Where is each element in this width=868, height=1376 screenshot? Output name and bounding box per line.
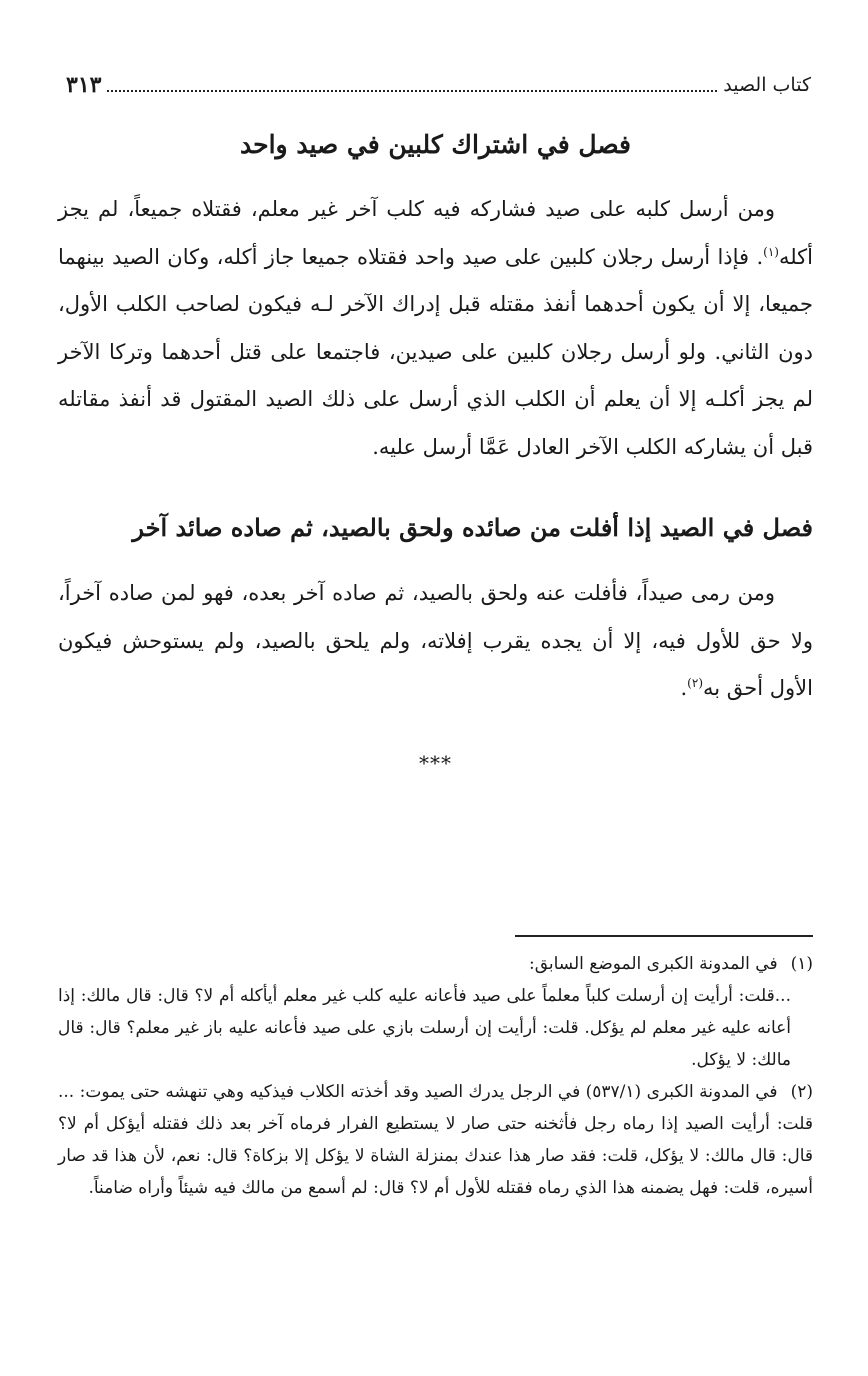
section-title: فصل في الصيد إذا أفلت من صائده ولحق بالصيد، ثم صاده صائد آخر — [132, 513, 813, 542]
footnote-heading-line — [58, 1076, 813, 1204]
section-paragraph — [58, 570, 813, 713]
footnote-text: في المدونة الكبرى (٥٣٧/١) في الرجل يدرك الصيد وقد أخذته الكلاب فيذكيه وهي تنهشه حتى يموت: ... قلت: أرأيت الصيد إذا رماه رجل فأثخنه حتى صار لا يستطيع الفرار فرماه آخر بعد ذلك فقتله أيؤكل أم لا؟ قال: قال مالك: لا يؤكل، قلت: فقد صار هذا عندك بمنزلة الشاة لا يؤكل إلا بزكاة؟ قال: نعم، لأن هذا قد صار أسيره، قلت: فهل يضمنه هذا الذي رماه فقتله للأول أم لا؟ قال: لم أسمع من مالك فيه شيئاً وأراه ضامناً. — [58, 1082, 813, 1198]
section-paragraph — [58, 186, 813, 471]
footnotes — [58, 948, 813, 1204]
footnote-marker: (٢) — [687, 676, 703, 690]
paragraph-text: ومن رمى صيداً، فأفلت عنه ولحق بالصيد، ثم صاده آخر بعده، فهو لمن صاده آخراً، ولا حق للأول فيه، إلا أن يجده يقرب إفلاته، ولم يلحق بالصيد، ولم يستوحش فيكون الأول أحق به — [58, 581, 813, 700]
section-separator: *** — [419, 751, 452, 775]
footnote-label: (١) — [790, 954, 813, 974]
section-title: فصل في اشتراك كلبين في صيد واحد — [240, 130, 631, 159]
book-page — [58, 60, 813, 1350]
paragraph-text: ومن أرسل كلبه على صيد فشاركه فيه كلب آخر غير معلم، فقتلاه جميعاً، لم يجز أكله — [58, 197, 813, 269]
footnote-item — [58, 948, 813, 1076]
footnote-heading: في المدونة الكبرى الموضع السابق: — [528, 954, 778, 974]
footnote-label: (٢) — [790, 1082, 813, 1102]
header-dot-leader — [107, 78, 717, 92]
paragraph-text: . فإذا أرسل رجلان كلبين على صيد واحد فقتلاه جميعا جاز أكله، وكان الصيد بينهما جميعا، إلا أن يكون أحدهما أنفذ مقتله قبل إدراك الآخر لـه فيكون لصاحب الكلب الأول، دون الثاني. ولو أرسل رجلان كلبين على صيدين، فاجتمعا على قتل أحدهما وتركا الآخر لم يجز أكلـه إلا أن يعلم أن الكلب الذي أرسل على ذلك الصيد المقتول قد أنفذ مقاتله قبل أن يشاركه الكلب الآخر العادل عَمَّا أرسل عليه. — [58, 244, 813, 459]
page-number: ٣١٣ — [66, 72, 102, 98]
footnote-body: ...قلت: أرأيت إن أرسلت كلباً معلماً على صيد فأعانه عليه كلب غير معلم أيأكله أم لا؟ قال: قال مالك: إذا أعانه عليه غير معلم لم يؤكل. قلت: أرأيت إن أرسلت بازي على صيد فأعانه عليه باز غير معلم؟ قال: قال مالك: لا يؤكل. — [58, 986, 791, 1070]
paragraph-text: . — [680, 676, 688, 700]
footnote-heading-line — [58, 948, 813, 980]
footnote-marker: (١) — [763, 244, 779, 259]
book-title: كتاب الصيد — [723, 74, 811, 96]
running-header — [58, 68, 813, 102]
footnote-divider — [515, 935, 813, 937]
footnote-item — [58, 1076, 813, 1204]
